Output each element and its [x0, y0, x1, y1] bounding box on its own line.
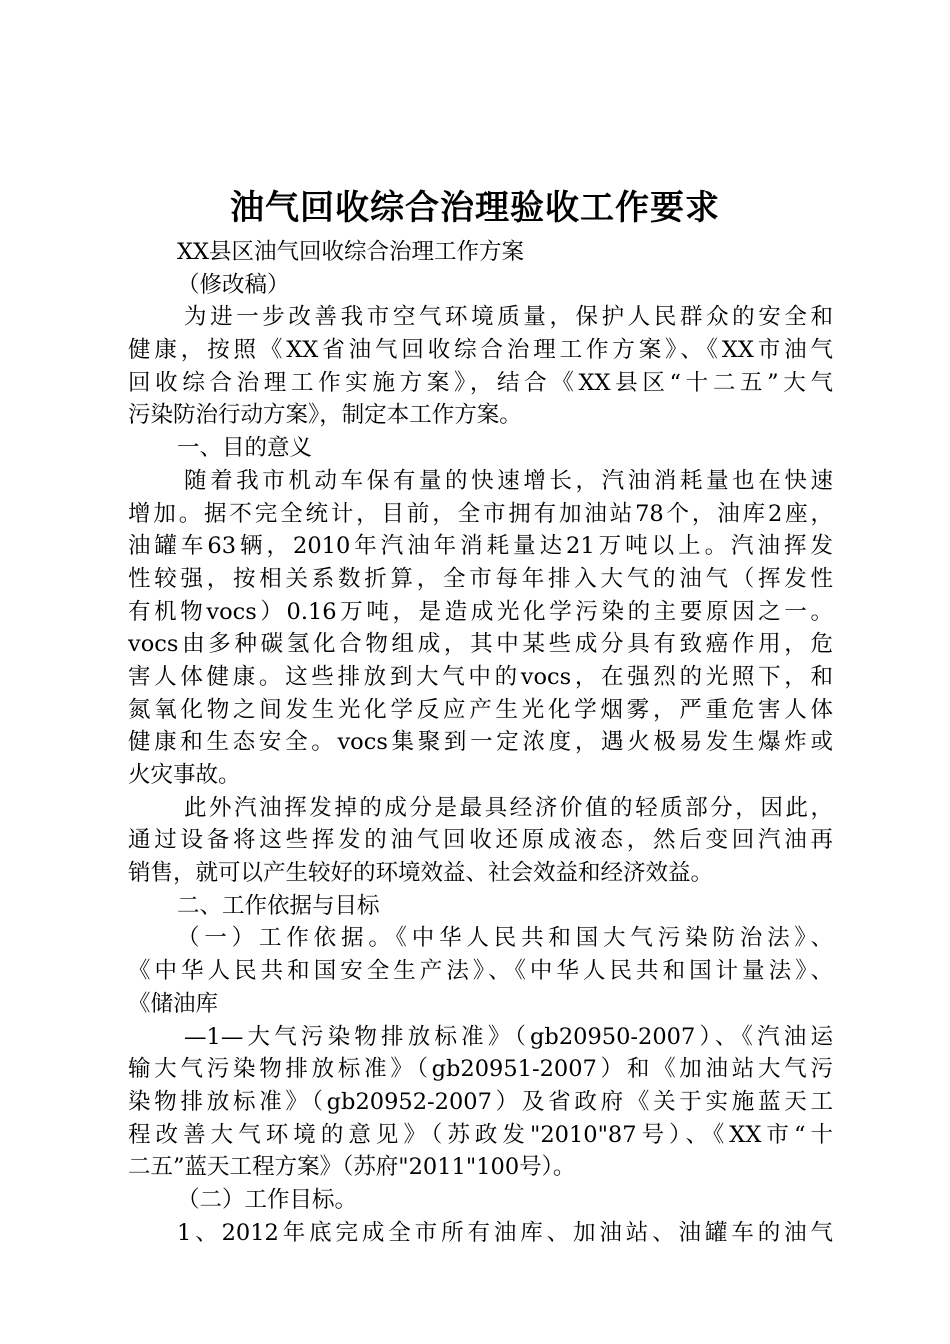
paragraph-line: 回收综合治理工作实施方案》，结合《XX县区“十二五”大气 — [128, 369, 833, 396]
section-heading: 二、工作依据与目标 — [177, 892, 380, 919]
document-title: 油气回收综合治理验收工作要求 — [230, 188, 720, 228]
paragraph-line: 油罐车63辆，2010年汽油年消耗量达21万吨以上。汽油挥发 — [128, 533, 833, 560]
paragraph-line: 程改善大气环境的意见》（苏政发"2010"87号）、《XX市“十 — [128, 1121, 833, 1148]
paragraph-line: 《中华人民共和国安全生产法》、《中华人民共和国计量法》、 — [128, 958, 833, 985]
paragraph-line: 染物排放标准》（gb20952-2007）及省政府《关于实施蓝天工 — [128, 1088, 833, 1115]
paragraph-line: 二五”蓝天工程方案》（苏府"2011"100号）。 — [128, 1154, 576, 1181]
paragraph-line: 有机物vocs）0.16万吨，是造成光化学污染的主要原因之一。 — [128, 598, 833, 625]
paragraph-line: 此外汽油挥发掉的成分是最具经济价值的轻质部分，因此， — [184, 794, 833, 821]
paragraph-line: 污染防治行动方案》，制定本工作方案。 — [128, 402, 522, 429]
paragraph-line: （一）工作依据。《中华人民共和国大气污染防治法》、 — [177, 925, 833, 952]
paragraph-line: 火灾事故。 — [128, 762, 241, 788]
plan-name-line: XX县区油气回收综合治理工作方案 — [177, 239, 525, 265]
paragraph-line: 《储油库 — [128, 990, 219, 1017]
paragraph-line: 通过设备将这些挥发的油气回收还原成液态，然后变回汽油再 — [128, 827, 833, 854]
draft-note-line: （修改稿） — [177, 271, 290, 298]
paragraph-line: 销售，就可以产生较好的环境效益、社会效益和经济效益。 — [128, 860, 714, 887]
paragraph-line: 1、2012年底完成全市所有油库、加油站、油罐车的油气 — [177, 1219, 833, 1246]
paragraph-line: 健康，按照《XX省油气回收综合治理工作方案》、《XX市油气 — [128, 337, 833, 364]
paragraph-line: 氮氧化物之间发生光化学反应产生光化学烟雾，严重危害人体 — [128, 696, 833, 723]
paragraph-line: vocs由多种碳氢化合物组成，其中某些成分具有致癌作用，危 — [128, 631, 833, 658]
paragraph-line: 增加。据不完全统计，目前，全市拥有加油站78个，油库2座， — [128, 500, 833, 527]
document-body — [128, 236, 833, 1249]
paragraph-line: —1—大气污染物排放标准》（gb20950-2007）、《汽油运 — [184, 1023, 833, 1050]
paragraph-line: 健康和生态安全。vocs集聚到一定浓度，遇火极易发生爆炸或 — [128, 729, 833, 756]
paragraph-line: 性较强，按相关系数折算，全市每年排入大气的油气（挥发性 — [128, 565, 833, 592]
paragraph-line: 随着我市机动车保有量的快速增长，汽油消耗量也在快速 — [184, 467, 833, 494]
paragraph-line: 为进一步改善我市空气环境质量，保护人民群众的安全和 — [184, 304, 833, 331]
paragraph-line: 输大气污染物排放标准》（gb20951-2007）和《加油站大气污 — [128, 1056, 833, 1083]
section-heading: 一、目的意义 — [177, 435, 313, 462]
paragraph-line: 害人体健康。这些排放到大气中的vocs，在强烈的光照下，和 — [128, 663, 833, 690]
subsection-heading: （二）工作目标。 — [177, 1186, 358, 1213]
